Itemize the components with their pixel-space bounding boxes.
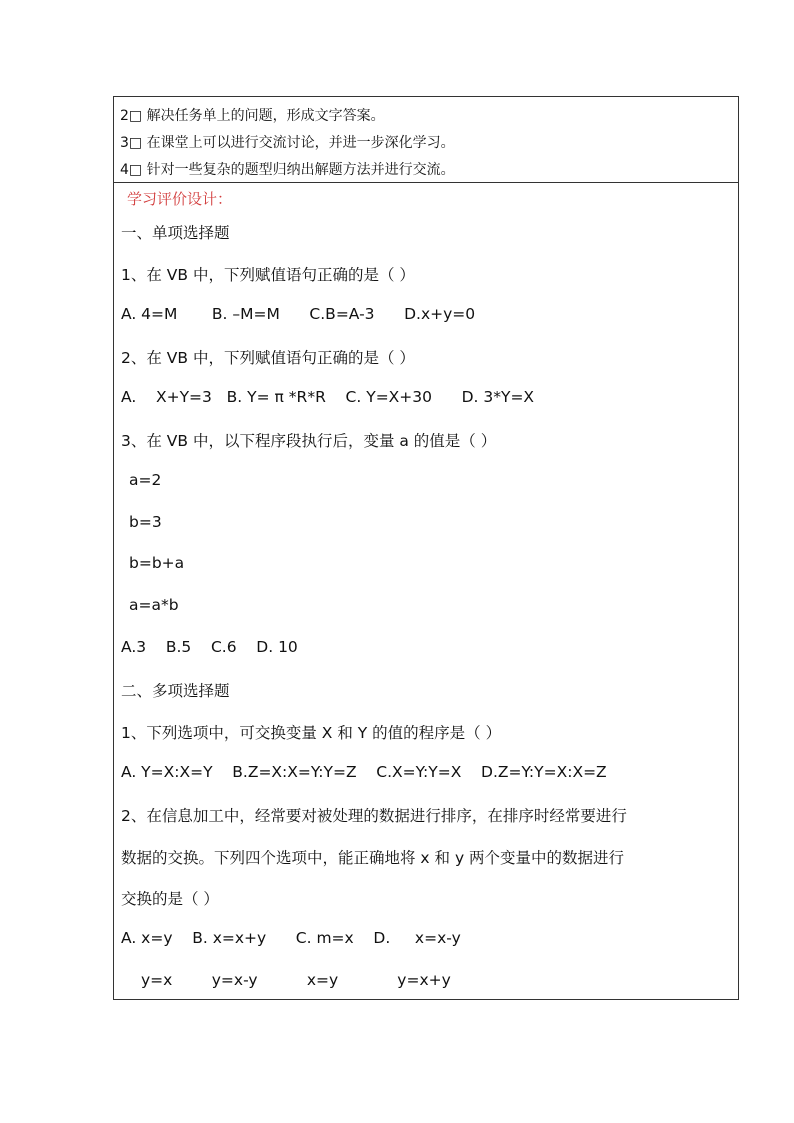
multi-question-2-options-row-2: y=x y=x-y x=y y=x+y xyxy=(141,971,451,989)
code-line-4: a=a*b xyxy=(129,596,179,614)
multi-question-2-line-2: 数据的交换。下列四个选项中，能正确地将 x 和 y 两个变量中的数据进行 xyxy=(121,849,625,867)
multi-question-1-options: A. Y=X:X=Y B.Z=X:X=Y:Y=Z C.X=Y:Y=X D.Z=Y:Y=X:X=Z xyxy=(121,763,607,781)
question-3-options: A.3 B.5 C.6 D. 10 xyxy=(121,638,298,656)
section-heading-single: 一、单项选择题 xyxy=(121,224,230,242)
question-3: 3、在 VB 中，以下程序段执行后，变量 a 的值是（ ） xyxy=(121,432,497,450)
question-1: 1、在 VB 中，下列赋值语句正确的是（ ） xyxy=(121,266,415,284)
multi-question-2-line-3: 交换的是（ ） xyxy=(121,890,219,908)
question-2-options: A. X+Y=3 B. Y= π *R*R C. Y=X+30 D. 3*Y=X xyxy=(121,388,535,406)
steps-cell xyxy=(114,97,738,183)
document-table xyxy=(113,96,739,1000)
step-4: 4□ 针对一些复杂的题型归纳出解题方法并进行交流。 xyxy=(120,162,455,178)
multi-question-2-options-row-1: A. x=y B. x=x+y C. m=x D. x=x-y xyxy=(121,929,461,947)
code-line-3: b=b+a xyxy=(129,554,185,572)
question-1-options: A. 4=M B. –M=M C.B=A-3 D.x+y=0 xyxy=(121,305,476,323)
step-3: 3□ 在课堂上可以进行交流讨论，并进一步深化学习。 xyxy=(120,135,455,151)
multi-question-2-line-1: 2、在信息加工中，经常要对被处理的数据进行排序，在排序时经常要进行 xyxy=(121,807,627,825)
step-2: 2□ 解决任务单上的问题，形成文字答案。 xyxy=(120,108,385,124)
section-heading-multiple: 二、多项选择题 xyxy=(121,682,230,700)
code-line-2: b=3 xyxy=(129,513,162,531)
code-line-1: a=2 xyxy=(129,471,162,489)
evaluation-title: 学习评价设计： xyxy=(127,190,233,208)
multi-question-1: 1、下列选项中，可交换变量 X 和 Y 的值的程序是（ ） xyxy=(121,724,502,742)
question-2: 2、在 VB 中，下列赋值语句正确的是（ ） xyxy=(121,349,415,367)
